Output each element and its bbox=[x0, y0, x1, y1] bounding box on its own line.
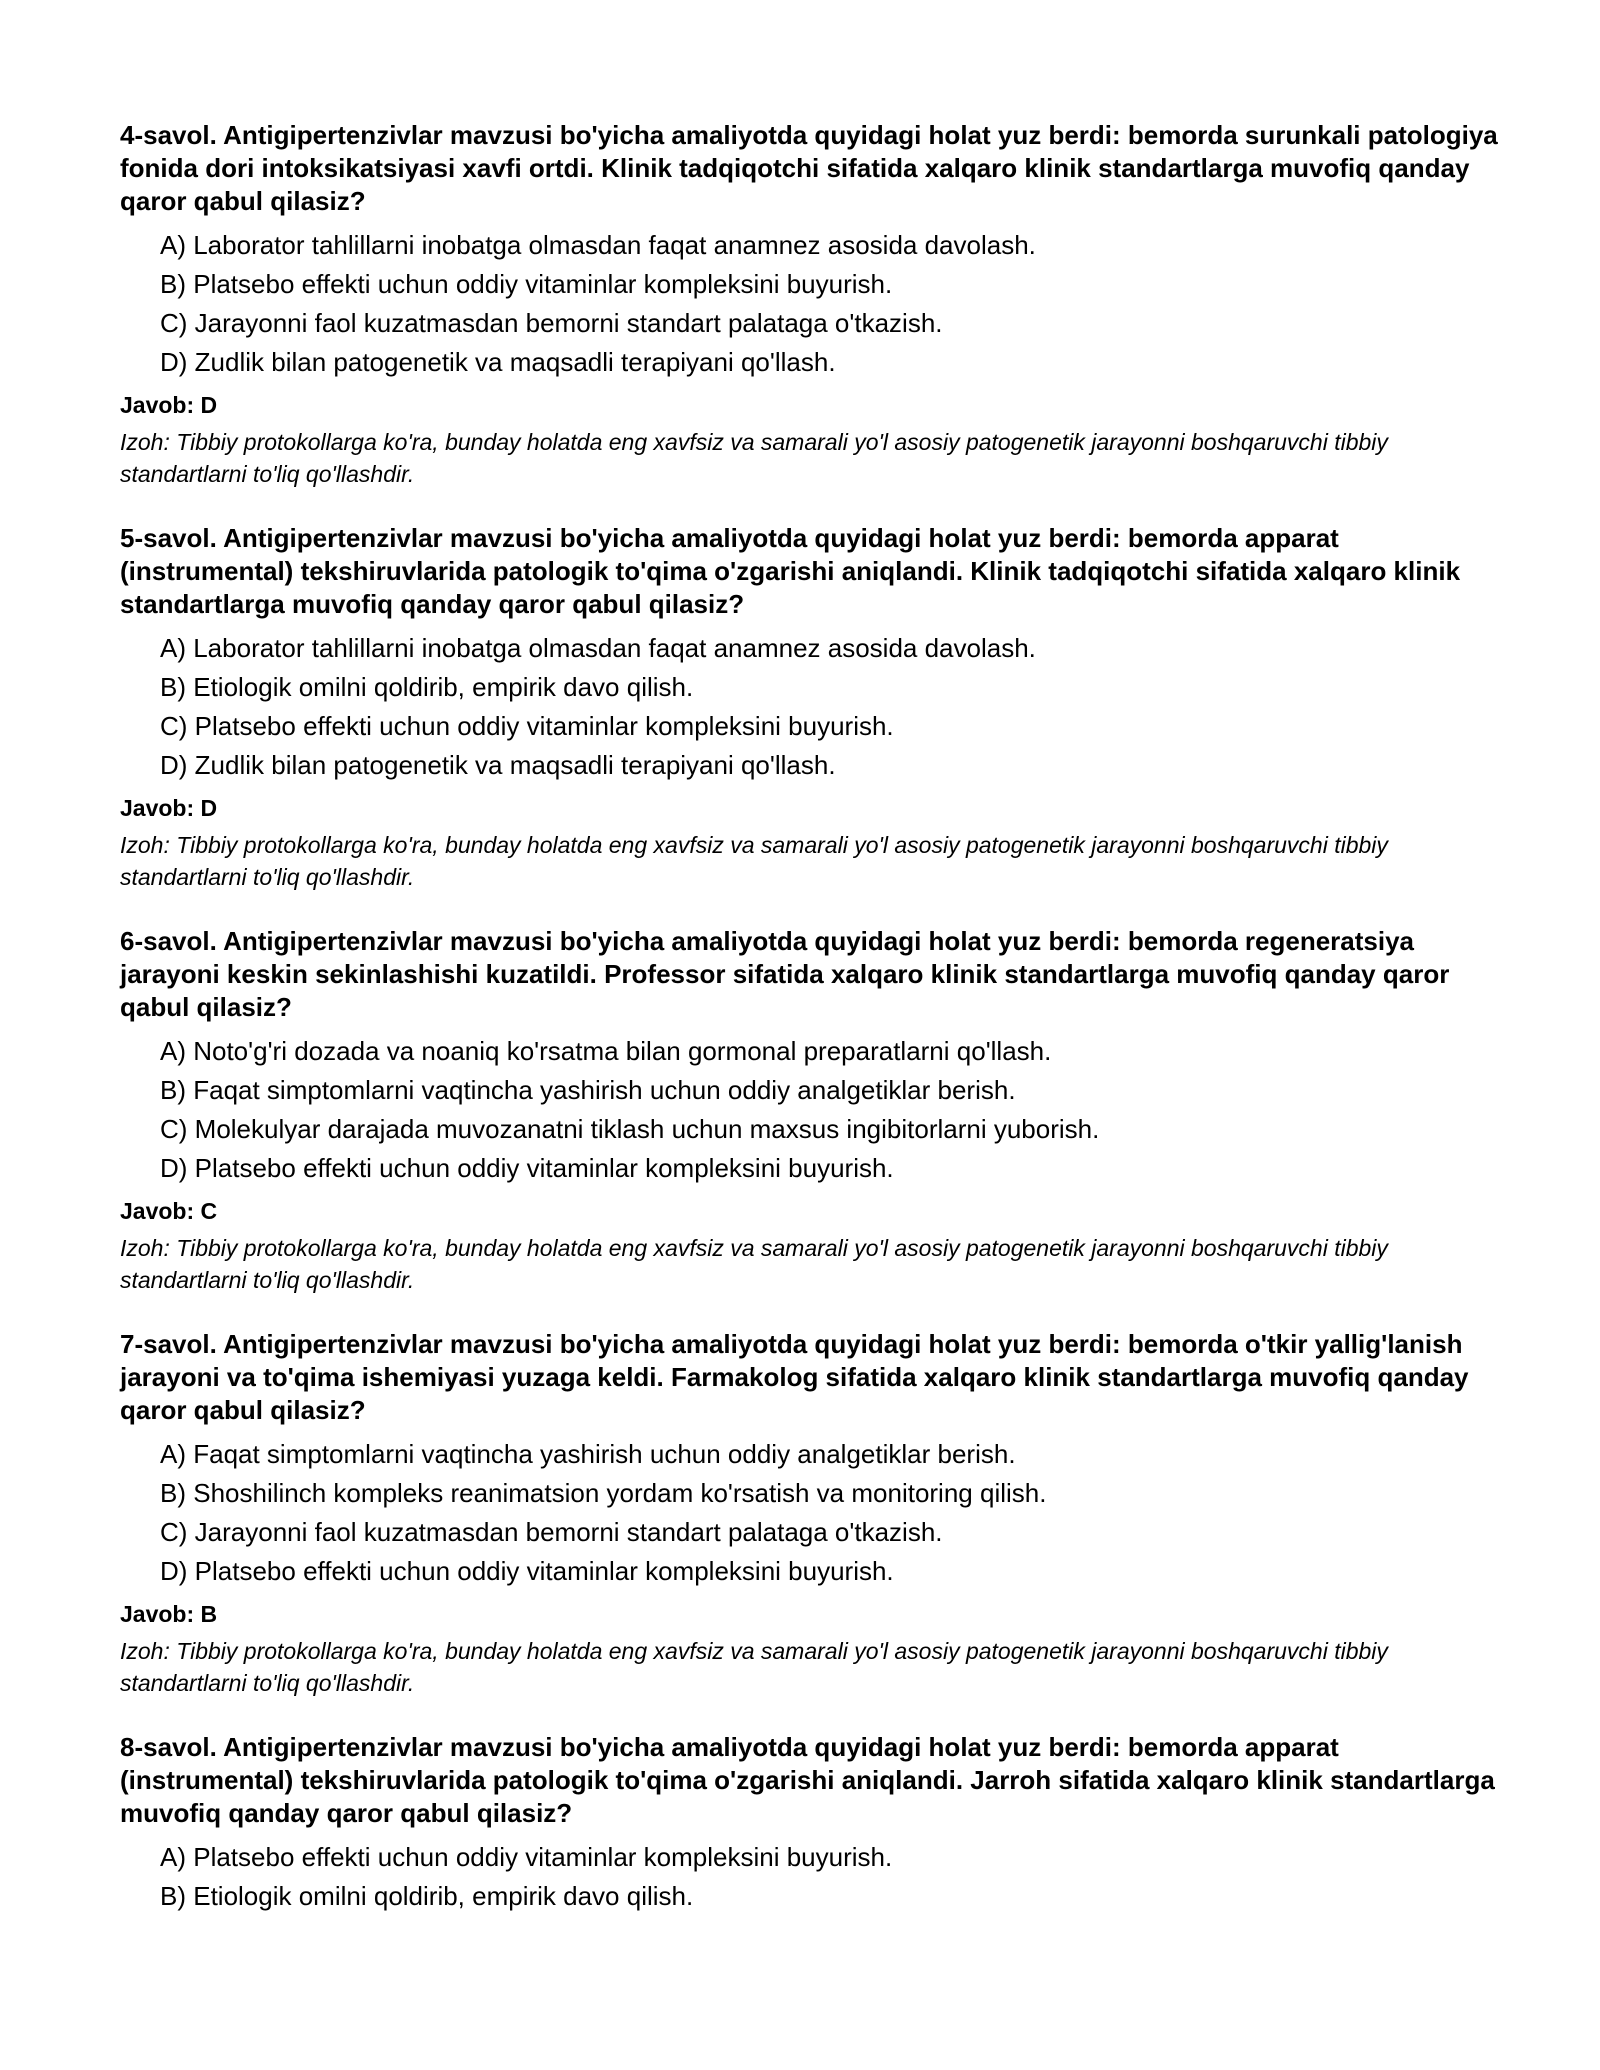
option-b: B) Platsebo effekti uchun oddiy vitaminlar kompleksini buyurish. bbox=[160, 269, 893, 299]
question-title: 5-savol. Antigipertenzivlar mavzusi bo'yicha amaliyotda quyidagi holat yuz berdi: bemorda apparat (instrumental) tekshiruvlarida patologik to'qima o'zgarishi aniqlandi. Klinik tadqiqotchi sifatida xalqaro klinik standartlarga muvofiq qanday qaror qabul qilasiz? bbox=[120, 523, 1461, 619]
option-b: B) Faqat simptomlarni vaqtincha yashirish uchun oddiy analgetiklar berish. bbox=[160, 1075, 1016, 1105]
answer-label: Javob: B bbox=[120, 1601, 218, 1627]
explanation-note: Izoh: Tibbiy protokollarga ko'ra, bunday holatda eng xavfsiz va samarali yo'l asosiy patogenetik jarayonni boshqaruvchi tibbiy standartlarni to'liq qo'llashdir. bbox=[120, 1235, 1388, 1293]
answer-label: Javob: D bbox=[120, 392, 218, 418]
option-list bbox=[120, 629, 1500, 785]
option-d: D) Platsebo effekti uchun oddiy vitaminlar kompleksini buyurish. bbox=[160, 1153, 894, 1183]
question-title: 6-savol. Antigipertenzivlar mavzusi bo'yicha amaliyotda quyidagi holat yuz berdi: bemorda regeneratsiya jarayoni keskin sekinlashishi kuzatildi. Professor sifatida xalqaro klinik standartlarga muvofiq qanday qaror qabul qilasiz? bbox=[120, 926, 1450, 1022]
option-d: D) Zudlik bilan patogenetik va maqsadli terapiyani qo'llash. bbox=[160, 750, 836, 780]
question-block bbox=[120, 1328, 1500, 1699]
question-block bbox=[120, 925, 1500, 1296]
question-title: 7-savol. Antigipertenzivlar mavzusi bo'yicha amaliyotda quyidagi holat yuz berdi: bemorda o'tkir yallig'lanish jarayoni va to'qima ishemiyasi yuzaga keldi. Farmakolog sifatida xalqaro klinik standartlarga muvofiq qanday qaror qabul qilasiz? bbox=[120, 1329, 1469, 1425]
option-a: A) Faqat simptomlarni vaqtincha yashirish uchun oddiy analgetiklar berish. bbox=[160, 1439, 1016, 1469]
question-title: 4-savol. Antigipertenzivlar mavzusi bo'yicha amaliyotda quyidagi holat yuz berdi: bemorda surunkali patologiya fonida dori intoksikatsiyasi xavfi ortdi. Klinik tadqiqotchi sifatida xalqaro klinik standartlarga muvofiq qanday qaror qabul qilasiz? bbox=[120, 120, 1498, 216]
answer-label: Javob: D bbox=[120, 795, 218, 821]
option-d: D) Zudlik bilan patogenetik va maqsadli terapiyani qo'llash. bbox=[160, 347, 836, 377]
option-a: A) Laborator tahlillarni inobatga olmasdan faqat anamnez asosida davolash. bbox=[160, 633, 1036, 663]
option-list bbox=[120, 1435, 1500, 1591]
question-title: 8-savol. Antigipertenzivlar mavzusi bo'yicha amaliyotda quyidagi holat yuz berdi: bemorda apparat (instrumental) tekshiruvlarida patologik to'qima o'zgarishi aniqlandi. Jarroh sifatida xalqaro klinik standartlarga muvofiq qanday qaror qabul qilasiz? bbox=[120, 1732, 1495, 1828]
explanation-note: Izoh: Tibbiy protokollarga ko'ra, bunday holatda eng xavfsiz va samarali yo'l asosiy patogenetik jarayonni boshqaruvchi tibbiy standartlarni to'liq qo'llashdir. bbox=[120, 429, 1388, 487]
option-list bbox=[120, 1032, 1500, 1188]
option-b: B) Shoshilinch kompleks reanimatsion yordam ko'rsatish va monitoring qilish. bbox=[160, 1478, 1047, 1508]
option-b: B) Etiologik omilni qoldirib, empirik davo qilish. bbox=[160, 1881, 694, 1911]
option-list bbox=[120, 1838, 1500, 1916]
answer-label: Javob: C bbox=[120, 1198, 218, 1224]
option-a: A) Platsebo effekti uchun oddiy vitaminlar kompleksini buyurish. bbox=[160, 1842, 893, 1872]
option-a: A) Noto'g'ri dozada va noaniq ko'rsatma bilan gormonal preparatlarni qo'llash. bbox=[160, 1036, 1052, 1066]
question-block bbox=[120, 1731, 1500, 1916]
option-b: B) Etiologik omilni qoldirib, empirik davo qilish. bbox=[160, 672, 694, 702]
option-c: C) Molekulyar darajada muvozanatni tiklash uchun maxsus ingibitorlarni yuborish. bbox=[160, 1114, 1100, 1144]
option-c: C) Platsebo effekti uchun oddiy vitaminlar kompleksini buyurish. bbox=[160, 711, 894, 741]
explanation-note: Izoh: Tibbiy protokollarga ko'ra, bunday holatda eng xavfsiz va samarali yo'l asosiy patogenetik jarayonni boshqaruvchi tibbiy standartlarni to'liq qo'llashdir. bbox=[120, 1638, 1388, 1696]
option-c: C) Jarayonni faol kuzatmasdan bemorni standart palataga o'tkazish. bbox=[160, 308, 943, 338]
option-c: C) Jarayonni faol kuzatmasdan bemorni standart palataga o'tkazish. bbox=[160, 1517, 943, 1547]
question-block bbox=[120, 119, 1500, 490]
option-a: A) Laborator tahlillarni inobatga olmasdan faqat anamnez asosida davolash. bbox=[160, 230, 1036, 260]
option-d: D) Platsebo effekti uchun oddiy vitaminlar kompleksini buyurish. bbox=[160, 1556, 894, 1586]
explanation-note: Izoh: Tibbiy protokollarga ko'ra, bunday holatda eng xavfsiz va samarali yo'l asosiy patogenetik jarayonni boshqaruvchi tibbiy standartlarni to'liq qo'llashdir. bbox=[120, 832, 1388, 890]
question-block bbox=[120, 522, 1500, 893]
option-list bbox=[120, 226, 1500, 382]
